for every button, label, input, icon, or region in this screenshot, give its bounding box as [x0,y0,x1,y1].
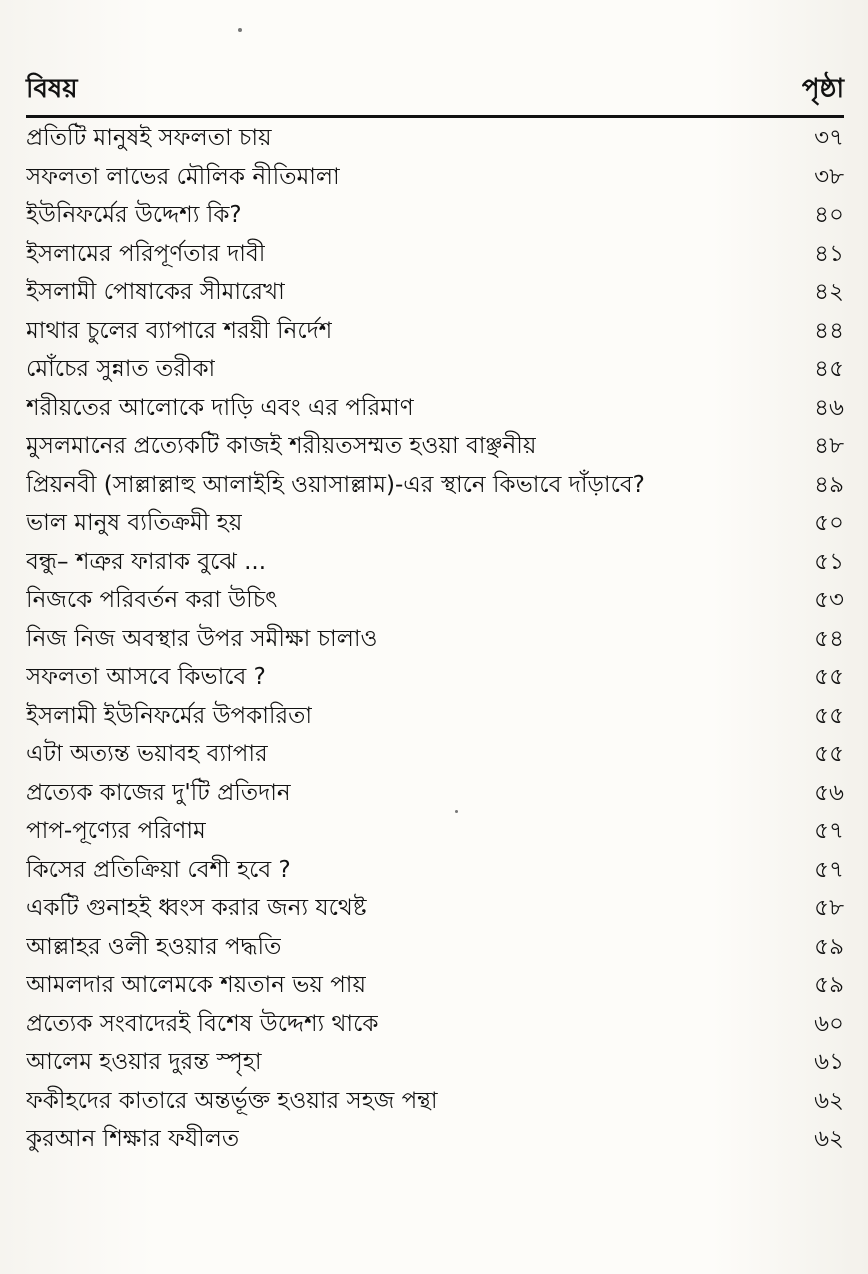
toc-entry-page-number: ৫৪ [814,625,844,652]
toc-entry-title: নিজকে পরিবর্তন করা উচিৎ [26,587,278,614]
toc-entry [26,389,844,428]
toc-entry-page-number: ৫০ [814,510,844,537]
toc-entry [26,543,844,582]
toc-entry [26,235,844,274]
toc-entry-page-number: ৬১ [814,1049,844,1076]
toc-entry [26,966,844,1005]
toc-entry-title: এটা অত্যন্ত ভয়াবহ ব্যাপার [26,741,268,768]
toc-entry [26,889,844,928]
toc-entry-title: আমলদার আলেমকে শয়তান ভয় পায় [26,972,367,999]
toc-entry-title: ইসলামী ইউনিফর্মের উপকারিতা [26,702,313,729]
toc-entry-page-number: ৫৯ [814,933,844,960]
toc-entry-title: বন্ধু– শত্রুর ফারাক বুঝে ... [26,548,267,575]
toc-entry-title: ফকীহদের কাতারে অন্তর্ভূক্ত হওয়ার সহজ পন্থা [26,1087,438,1114]
toc-entry-page-number: ৬০ [814,1010,844,1037]
toc-entry [26,1120,844,1159]
toc-entry [26,196,844,235]
toc-entry [26,427,844,466]
toc-entry-page-number: ৫৫ [814,702,844,729]
table-of-contents [26,119,844,1159]
toc-entry [26,851,844,890]
toc-entry-page-number: ৫৮ [814,895,844,922]
toc-entry-title: প্রত্যেক কাজের দু'টি প্রতিদান [26,779,291,806]
header-rule [26,115,844,118]
toc-entry-title: সফলতা আসবে কিভাবে ? [26,664,266,691]
toc-entry-page-number: ৬২ [814,1126,844,1153]
toc-entry-title: আল্লাহর ওলী হওয়ার পদ্ধতি [26,933,282,960]
toc-entry-title: ইসলামের পরিপূর্ণতার দাবী [26,240,266,267]
toc-header [26,72,844,118]
toc-entry-title: একটি গুনাহই ধ্বংস করার জন্য যথেষ্ট [26,895,367,922]
toc-entry [26,504,844,543]
toc-entry-page-number: ৪১ [814,240,844,267]
print-speck [238,28,242,32]
toc-entry-page-number: ৪২ [814,279,844,306]
toc-entry-page-number: ৩৮ [814,163,844,190]
toc-entry-page-number: ৪৮ [814,433,844,460]
toc-entry-title: কিসের প্রতিক্রিয়া বেশী হবে ? [26,856,291,883]
toc-entry [26,350,844,389]
toc-entry [26,119,844,158]
toc-entry-page-number: ৪৬ [814,394,844,421]
toc-entry-title: মোঁচের সুন্নাত তরীকা [26,356,216,383]
toc-entry [26,273,844,312]
toc-entry-title: শরীয়তের আলোকে দাড়ি এবং এর পরিমাণ [26,394,414,421]
toc-entry [26,658,844,697]
toc-entry-page-number: ৫৩ [814,587,844,614]
toc-entry-title: প্রিয়নবী (সাল্লাল্লাহু আলাইহি ওয়াসাল্লাম)-এর স্থানে কিভাবে দাঁড়াবে? [26,471,645,498]
toc-entry-title: ইসলামী পোষাকের সীমারেখা [26,279,285,306]
toc-entry-title: সফলতা লাভের মৌলিক নীতিমালা [26,163,340,190]
toc-entry-title: নিজ নিজ অবস্থার উপর সমীক্ষা চালাও [26,625,378,652]
toc-entry-page-number: ৫১ [814,548,844,575]
toc-entry [26,581,844,620]
toc-entry-page-number: ৫৭ [814,818,844,845]
toc-entry-page-number: ৪৪ [814,317,844,344]
toc-entry [26,1005,844,1044]
toc-entry-page-number: ৫৫ [814,664,844,691]
toc-entry-page-number: ৪৯ [814,471,844,498]
toc-entry-title: মাথার চুলের ব্যাপারে শরয়ী নির্দেশ [26,317,333,344]
toc-entry-title: ইউনিফর্মের উদ্দেশ্য কি? [26,202,242,229]
toc-entry [26,312,844,351]
toc-entry [26,812,844,851]
toc-entry [26,466,844,505]
toc-entry-page-number: ৬২ [814,1087,844,1114]
toc-entry-title: কুরআন শিক্ষার ফযীলত [26,1126,240,1153]
subject-column-heading: বিষয় [26,74,78,104]
toc-entry-page-number: ৩৭ [814,125,844,152]
toc-entry-title: পাপ-পূণ্যের পরিণাম [26,818,206,845]
toc-entry-title: প্রত্যেক সংবাদেরই বিশেষ উদ্দেশ্য থাকে [26,1010,379,1037]
toc-entry-page-number: ৫৯ [814,972,844,999]
toc-entry-page-number: ৪৫ [814,356,844,383]
page-column-heading: পৃষ্ঠা [801,74,844,104]
toc-entry-page-number: ৫৬ [814,779,844,806]
toc-entry [26,1043,844,1082]
toc-entry-title: মুসলমানের প্রত্যেকটি কাজই শরীয়তসম্মত হওয়া বাঞ্ছনীয় [26,433,537,460]
toc-entry [26,158,844,197]
toc-entry [26,697,844,736]
toc-entry-page-number: ৪০ [814,202,844,229]
toc-entry-title: প্রতিটি মানুষই সফলতা চায় [26,125,272,152]
toc-entry-page-number: ৫৫ [814,741,844,768]
toc-entry-page-number: ৫৭ [814,856,844,883]
toc-entry [26,620,844,659]
toc-entry [26,774,844,813]
toc-entry [26,928,844,967]
toc-entry-title: আলেম হওয়ার দুরন্ত স্পৃহা [26,1049,262,1076]
toc-entry-title: ভাল মানুষ ব্যতিক্রমী হয় [26,510,243,537]
toc-entry [26,735,844,774]
toc-entry [26,1082,844,1121]
